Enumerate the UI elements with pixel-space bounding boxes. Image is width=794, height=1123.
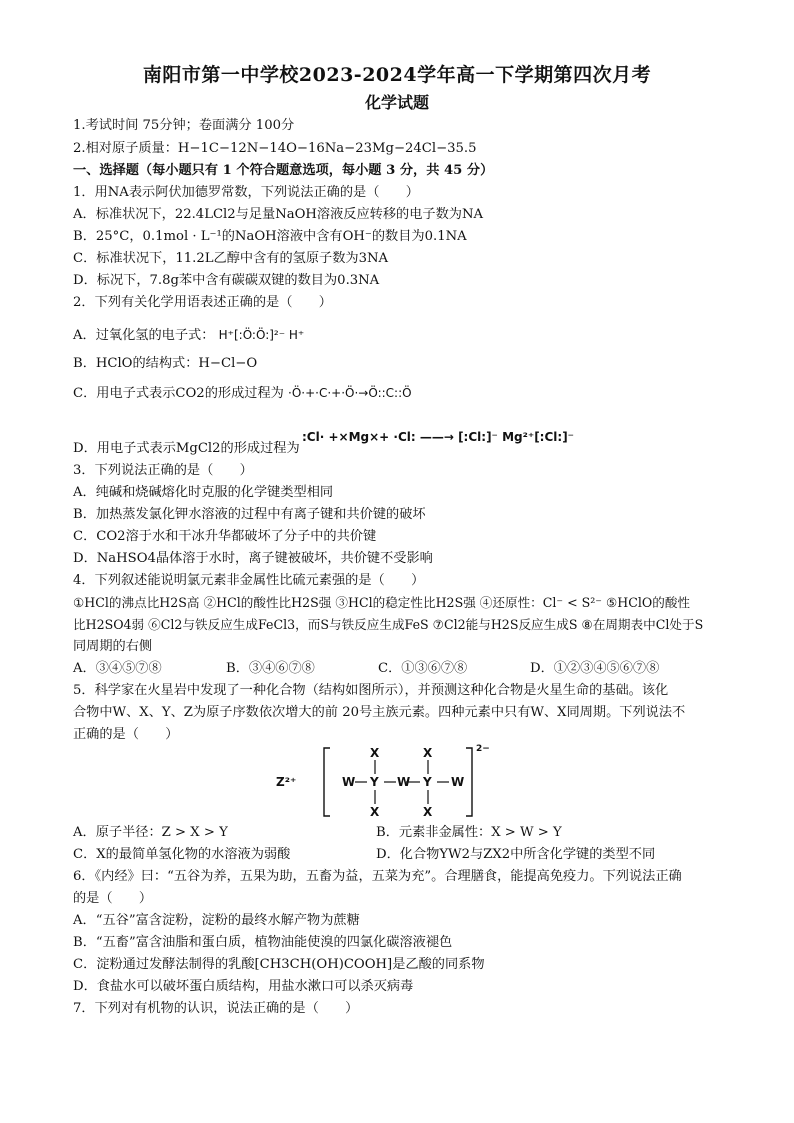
q4-option-c: C．①③⑥⑦⑧ bbox=[378, 661, 468, 676]
atom-x-bottom-right: X bbox=[423, 805, 433, 819]
atom-y-right: Y bbox=[423, 775, 432, 789]
atom-x-top-right: X bbox=[423, 746, 433, 760]
q2-option-c-text: C．用电子式表示CO2的形成过程为 bbox=[73, 386, 284, 401]
q1-option-c: C．标准状况下，11.2L乙醇中含有的氢原子数为3NA bbox=[73, 251, 389, 266]
q6-line-1: 6．《内经》曰：“五谷为养，五果为助，五畜为益，五菜为充”。合理膳食，能提高免疫力。下列说法正确 bbox=[73, 869, 682, 884]
note-time: 1.考试时间 75分钟；卷面满分 100分 bbox=[73, 118, 295, 133]
cation-z: Z²⁺ bbox=[276, 775, 297, 789]
q6-option-b: B．“五畜”富含油脂和蛋白质，植物油能使溴的四氯化碳溶液褪色 bbox=[73, 935, 453, 950]
q2-option-a-formula: H⁺[:Ö:Ö:]²⁻ H⁺ bbox=[218, 328, 305, 342]
q2-stem: 2．下列有关化学用语表述正确的是（ ） bbox=[73, 295, 332, 310]
q1-option-a: A．标准状况下，22.4LCl2与足量NaOH溶液反应转移的电子数为NA bbox=[73, 207, 484, 222]
q1-option-b: B．25°C，0.1mol · L⁻¹的NaOH溶液中含有OH⁻的数目为0.1NA bbox=[73, 229, 467, 244]
q4-option-d: D．①②③④⑤⑥⑦⑧ bbox=[530, 661, 660, 676]
exam-subtitle: 化学试题 bbox=[364, 93, 429, 112]
q6-option-c: C．淀粉通过发酵法制得的乳酸[CH3CH(OH)COOH]是乙酸的同系物 bbox=[73, 957, 485, 972]
section-heading: 一、选择题（每小题只有 1 个符合题意选项，每小题 3 分，共 45 分） bbox=[73, 163, 494, 178]
q6-option-d: D．食盐水可以破坏蛋白质结构，用盐水漱口可以杀灭病毒 bbox=[73, 979, 414, 994]
q6-option-a: A．“五谷”富含淀粉，淀粉的最终水解产物为蔗糖 bbox=[73, 913, 360, 928]
q5-option-b: B．元素非金属性：X > W > Y bbox=[376, 825, 562, 840]
q5-line-1: 5．科学家在火星岩中发现了一种化合物（结构如图所示），并预测这种化合物是火星生命的基础。该化 bbox=[73, 683, 669, 698]
q5-option-c: C．X的最简单氢化物的水溶液为弱酸 bbox=[73, 847, 291, 862]
atom-w-left: W bbox=[342, 775, 356, 789]
atom-x-top-left: X bbox=[370, 746, 380, 760]
q3-option-b: B．加热蒸发氯化钾水溶液的过程中有离子键和共价键的破坏 bbox=[73, 507, 426, 522]
q3-option-c: C．CO2溶于水和干冰升华都破坏了分子中的共价键 bbox=[73, 529, 377, 544]
atom-w-right: W bbox=[451, 775, 465, 789]
q2-option-d-formula: :Cl· +×Mg×+ ·Cl: ——→ [:Cl:]⁻ Mg²⁺[:Cl:]⁻ bbox=[302, 430, 575, 444]
q1-stem: 1．用NA表示阿伏加德罗常数，下列说法正确的是（ ） bbox=[73, 185, 419, 200]
q4-line-3: 同周期的右侧 bbox=[73, 639, 153, 654]
q4-line-2: 比H2SO4弱 ⑥Cl2与铁反应生成FeCl3，而S与铁反应生成FeS ⑦Cl2能与H2S反应生成S ⑧在周期表中Cl处于S bbox=[73, 617, 704, 632]
note-atomic-mass: 2.相对原子质量：H−1C−12N−14O−16Na−23Mg−24Cl−35.5 bbox=[73, 141, 477, 156]
atom-w-center: W bbox=[397, 775, 411, 789]
q2-option-b: B．HClO的结构式：H−Cl−O bbox=[73, 356, 258, 371]
q2-option-d bbox=[73, 440, 300, 458]
q6-line-2: 的是（ ） bbox=[73, 891, 153, 906]
atom-y-left: Y bbox=[370, 775, 379, 789]
q5-option-a: A．原子半径：Z > X > Y bbox=[73, 825, 228, 840]
q4-line-1: ①HCl的沸点比H2S高 ②HCl的酸性比H2S强 ③HCl的稳定性比H2S强 ④还原性：Cl⁻ < S²⁻ ⑤HClO的酸性 bbox=[73, 595, 691, 610]
q3-option-a: A．纯碱和烧碱熔化时克服的化学键类型相同 bbox=[73, 485, 334, 500]
q3-option-d: D．NaHSO4晶体溶于水时，离子键被破坏，共价键不受影响 bbox=[73, 551, 433, 566]
q2-option-d-text: D．用电子式表示MgCl2的形成过程为 bbox=[73, 441, 300, 456]
atom-x-bottom-left: X bbox=[370, 805, 380, 819]
anion-charge: 2− bbox=[476, 744, 490, 754]
q5-line-3: 正确的是（ ） bbox=[73, 727, 179, 742]
q4-option-b: B．③④⑥⑦⑧ bbox=[226, 661, 315, 676]
structure-bonds bbox=[270, 744, 500, 822]
q1-option-d: D．标况下，7.8g苯中含有碳碳双键的数目为0.3NA bbox=[73, 273, 380, 288]
q7-stem: 7．下列对有机物的认识，说法正确的是（ ） bbox=[73, 1001, 359, 1016]
q2-option-c-formula: ·Ö·+·C·+·Ö·→Ö::C::Ö bbox=[288, 386, 412, 400]
q4-option-a: A．③④⑤⑦⑧ bbox=[73, 661, 162, 676]
q5-option-d: D．化合物YW2与ZX2中所含化学键的类型不同 bbox=[376, 847, 656, 862]
q2-option-a-text: A．过氧化氢的电子式： bbox=[73, 328, 215, 343]
compound-structure-diagram bbox=[270, 744, 500, 822]
q3-stem: 3．下列说法正确的是（ ） bbox=[73, 463, 253, 478]
q2-option-a bbox=[73, 326, 304, 345]
q5-line-2: 合物中W、X、Y、Z为原子序数依次增大的前 20号主族元素。四种元素中只有W、X同周期。下列说法不 bbox=[73, 705, 686, 720]
q4-stem: 4．下列叙述能说明氯元素非金属性比硫元素强的是（ ） bbox=[73, 573, 425, 588]
q2-option-c bbox=[73, 384, 412, 403]
exam-title: 南阳市第一中学校2023-2024学年高一下学期第四次月考 bbox=[142, 64, 652, 86]
